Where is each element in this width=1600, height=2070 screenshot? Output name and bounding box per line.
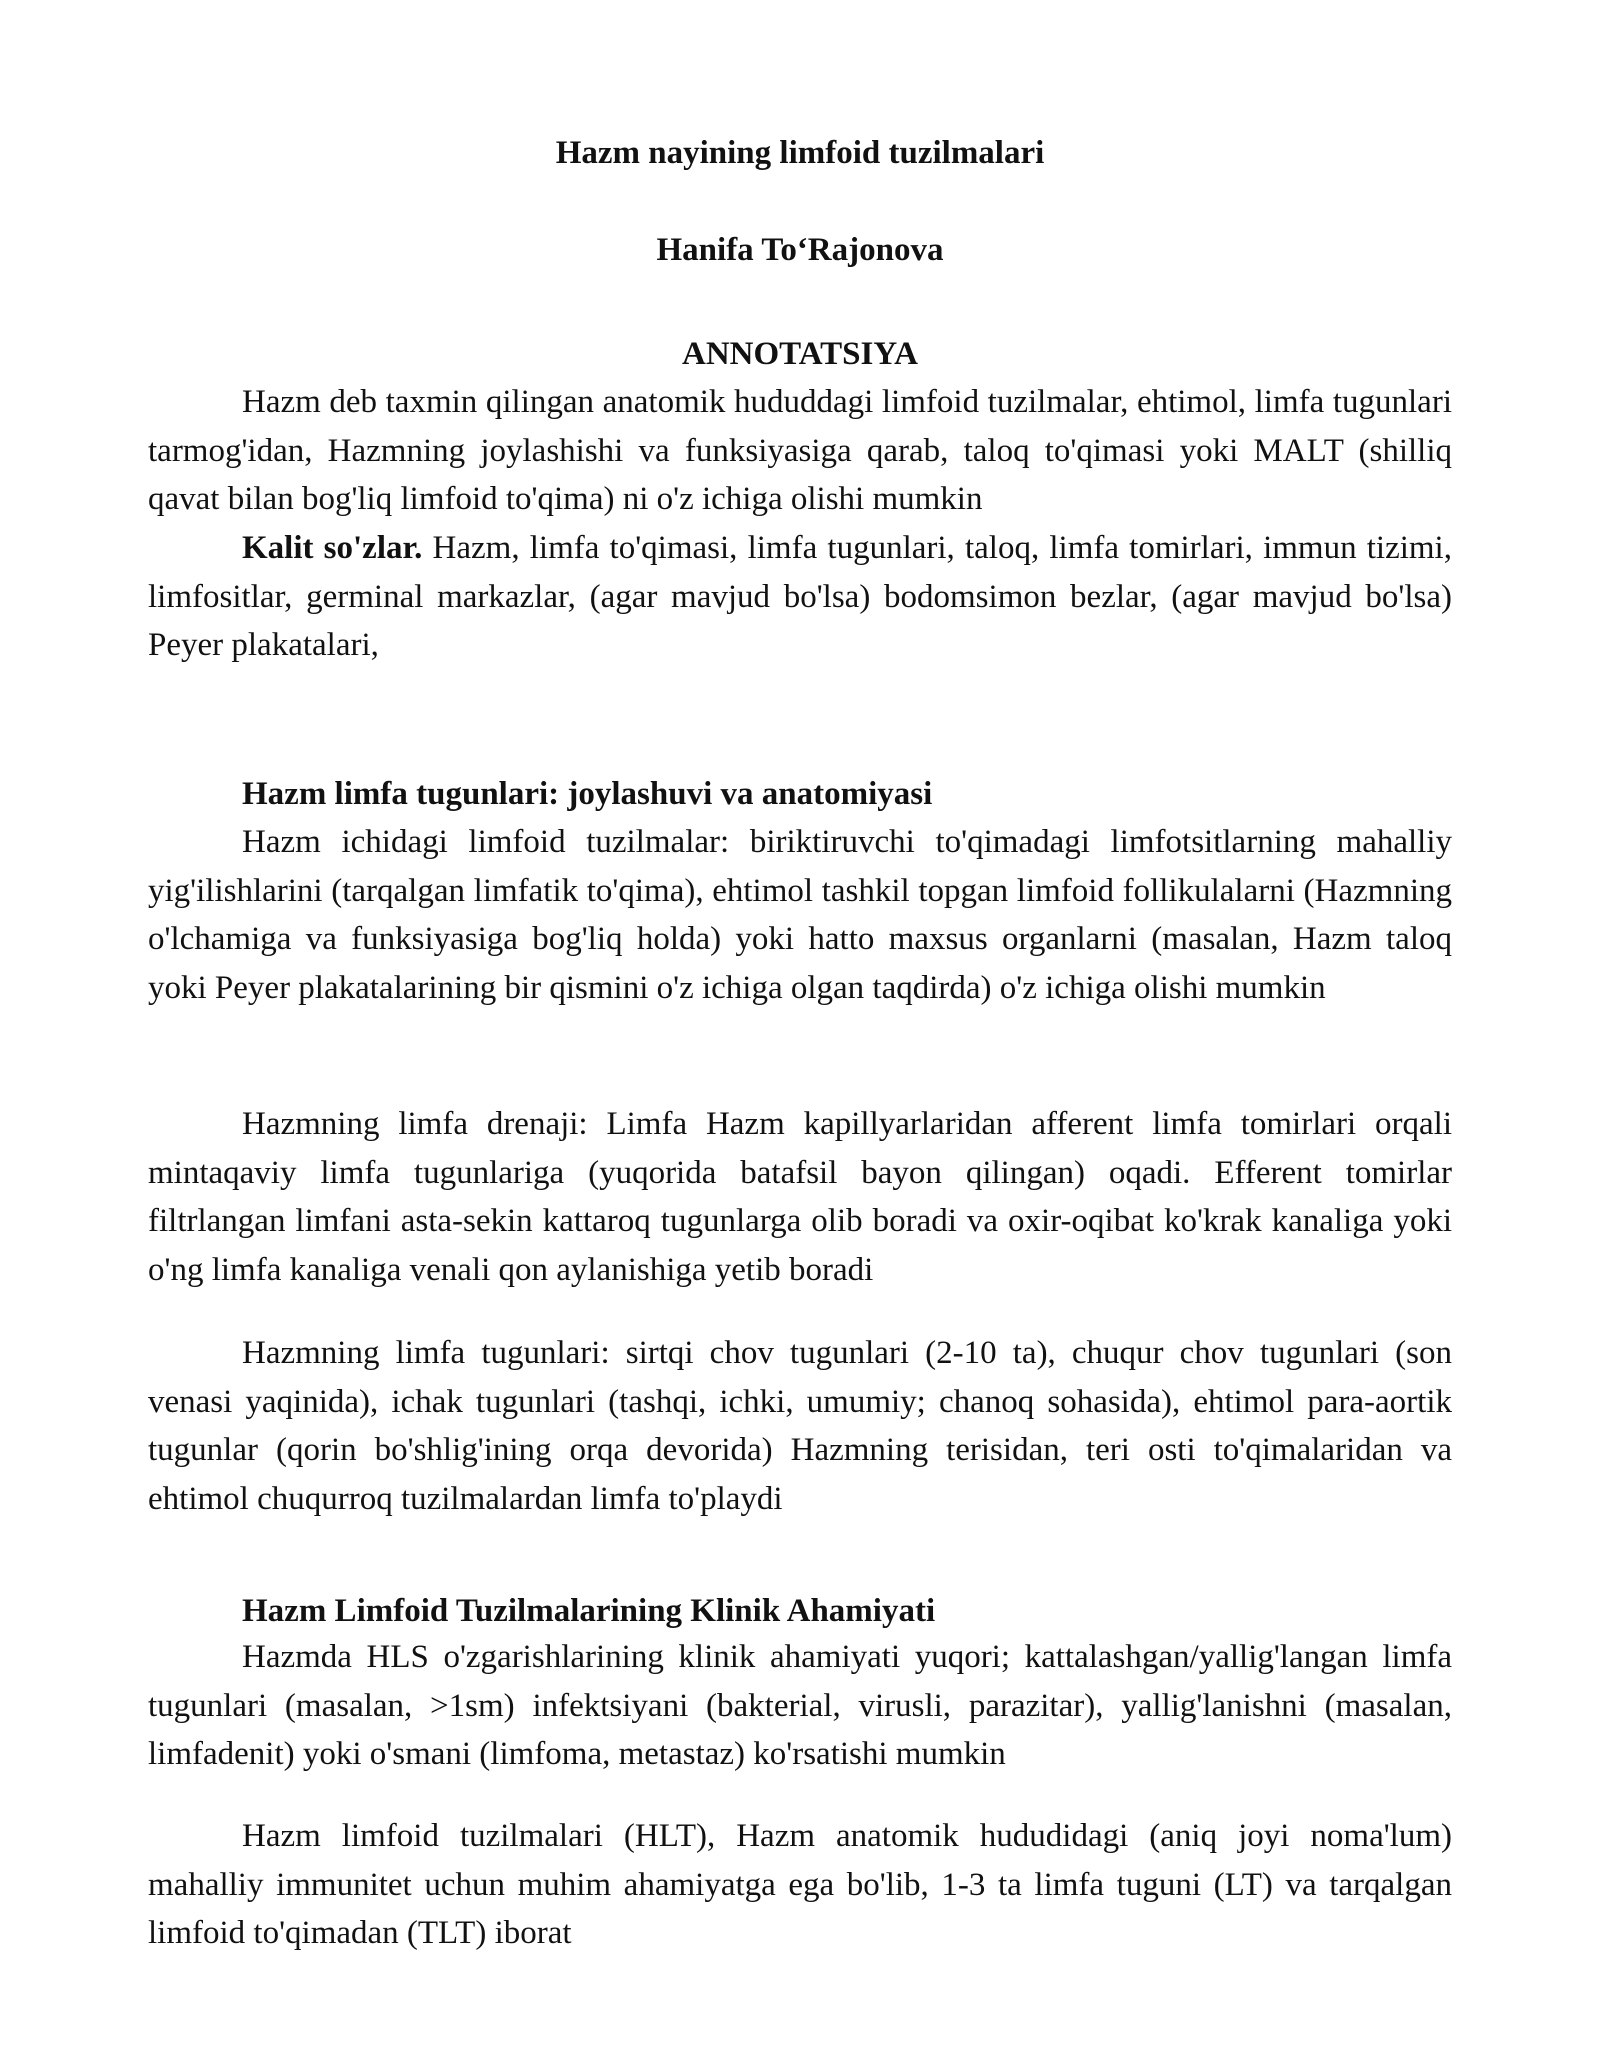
section1-paragraph-2: Hazmning limfa drenaji: Limfa Hazm kapillyarlaridan afferent limfa tomirlari orqali mintaqaviy limfa tugunlariga (yuqorida batafsil bayon qilingan) oqadi. Efferent tomirlar filtrlangan limfani asta-sekin kattaroq tugunlarga olib boradi va oxir-oqibat ko'krak kanaliga yoki o'ng limfa kanaliga venali qon aylanishiga yetib boradi bbox=[148, 1106, 1452, 1288]
author-name: Hanifa To‘Rajonova bbox=[656, 232, 944, 268]
section2-paragraph-2: Hazm limfoid tuzilmalari (HLT), Hazm anatomik hududidagi (aniq joyi noma'lum) mahalliy immunitet uchun muhim ahamiyatga ega bo'lib, 1-3 ta limfa tuguni (LT) va tarqalgan limfoid to'qimadan (TLT) iborat bbox=[148, 1818, 1452, 1951]
annotation-paragraph: Hazm deb taxmin qilingan anatomik hududdagi limfoid tuzilmalar, ehtimol, limfa tugunlari tarmog'idan, Hazmning joylashishi va funksiyasiga qarab, taloq to'qimasi yoki MALT (shilliq qavat bilan bog'liq limfoid to'qima) ni o'z ichiga olishi mumkin bbox=[148, 384, 1452, 517]
document-title: Hazm nayining limfoid tuzilmalari bbox=[555, 135, 1045, 171]
section1-paragraph-1: Hazm ichidagi limfoid tuzilmalar: biriktiruvchi to'qimadagi limfotsitlarning mahalliy yig'ilishlarini (tarqalgan limfatik to'qima), ehtimol tashkil topgan limfoid follikulalarni (Hazmning o'lchamiga va funksiyasiga bog'liq holda) yoki hatto maxsus organlarni (masalan, Hazm taloq yoki Peyer plakatalarining bir qismini o'z ichiga olgan taqdirda) o'z ichiga olishi mumkin bbox=[148, 824, 1452, 1006]
section2-paragraph-1: Hazmda HLS o'zgarishlarining klinik ahamiyati yuqori; kattalashgan/yallig'langan limfa tugunlari (masalan, >1sm) infektsiyani (bakterial, virusli, parazitar), yallig'lanishni (masalan, limfadenit) yoki o'smani (limfoma, metastaz) ko'rsatishi mumkin bbox=[148, 1639, 1452, 1772]
annotation-heading: ANNOTATSIYA bbox=[682, 336, 918, 372]
keywords-text: Hazm, limfa to'qimasi, limfa tugunlari, taloq, limfa tomirlari, immun tizimi, limfositlar, germinal markazlar, (agar mavjud bo'lsa) bodomsimon bezlar, (agar mavjud bo'lsa) Peyer plakatalari, bbox=[148, 530, 1452, 663]
keywords-paragraph bbox=[148, 524, 1452, 670]
keywords-label: Kalit so'zlar. bbox=[242, 530, 423, 566]
section1-paragraph-3: Hazmning limfa tugunlari: sirtqi chov tugunlari (2-10 ta), chuqur chov tugunlari (son venasi yaqinida), ichak tugunlari (tashqi, ichki, umumiy; chanoq sohasida), ehtimol para-aortik tugunlar (qorin bo'shlig'ining orqa devorida) Hazmning terisidan, teri osti to'qimalaridan va ehtimol chuqurroq tuzilmalardan limfa to'playdi bbox=[148, 1335, 1452, 1517]
section-heading-location: Hazm limfa tugunlari: joylashuvi va anatomiyasi bbox=[242, 776, 933, 812]
section-heading-clinical: Hazm Limfoid Tuzilmalarining Klinik Ahamiyati bbox=[242, 1593, 936, 1629]
